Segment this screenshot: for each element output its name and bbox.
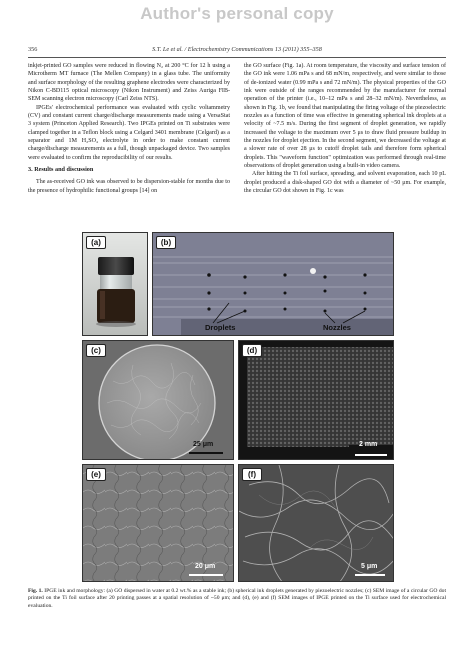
nozzles-annotation: Nozzles	[323, 323, 351, 332]
panel-label-e: (e)	[86, 468, 106, 481]
section-heading: 3. Results and discussion	[28, 166, 94, 174]
figure-caption	[28, 588, 446, 610]
caption-label: Fig. 1.	[28, 588, 43, 594]
droplets-annotation: Droplets	[205, 323, 236, 332]
watermark: Author's personal copy	[140, 4, 334, 23]
page-number: 356	[28, 46, 38, 53]
panel-a-vial-photo	[82, 232, 148, 336]
left-paragraph-3: The as-received GO ink was observed to be dispersion-stable for months due to the presence of hydrophilic functional groups [14] on	[28, 179, 230, 194]
panel-b-droplets	[152, 232, 394, 336]
header-rule	[28, 57, 446, 58]
left-paragraph-1: inkjet-printed GO samples were reduced in flowing N₂ at 200 °C for 12 h using a Microtherm MT furnace (The Mellen Company) in a glass tube. The uniformity and surface morphology of the resulting graphene electrodes were characterized by Nikon C-BD115 optical microscopy (Nikon Instrument) and Zeiss Auriga FIB-SEM scanning electron microscopy (Carl Zeiss NTS).	[28, 63, 230, 103]
panel-f-sem-sheets	[238, 464, 394, 582]
scale-bar-d: 2 mm	[359, 441, 378, 448]
panel-label-f: (f)	[242, 468, 262, 481]
journal-citation: S.T. Le et al. / Electrochemistry Communications 13 (2011) 355–358	[152, 46, 322, 53]
droplets-image	[153, 233, 394, 336]
panel-label-b: (b)	[156, 236, 176, 249]
panel-label-d: (d)	[242, 344, 262, 357]
panel-label-c: (c)	[86, 344, 106, 357]
scale-bar-e: 20 μm	[195, 563, 216, 570]
panel-d-sem-electrode	[238, 340, 394, 460]
figure-1	[82, 232, 394, 584]
left-column	[28, 62, 230, 195]
caption-text: IPGE ink and morphology: (a) GO dispersed in water at 0.2 wt.% as a stable ink; (b) spherical ink droplets generated by piezoelectric nozzles; (c) SEM image of a circular GO dot printed on the Ti foil surface after 20 printing passes at a spatial resolution of ~50 μm; and (d), (e) and (f) SEM images of IPGE printed on the Ti surface used for electrochemical evaluation.	[28, 588, 446, 609]
panel-label-a: (a)	[86, 236, 106, 249]
right-paragraph-2: After hitting the Ti foil surface, spreading, and solvent evaporation, each 10 pL droplet produced a disk-shaped GO dot with a diameter of ~50 μm. For example, the circular GO dot shown in Fig. 1c was	[244, 171, 446, 195]
right-paragraph-1: the GO surface (Fig. 1a). At room temperature, the viscosity and surface tension of the GO ink were 1.06 mPa s and 68 mN/m, respectively, and were similar to those of de-ionized water (0.99 mPa s and 72 mN/m). The physical properties of the GO ink were outside of the ranges recommended by the manufacturer for normal operation of the printer (i.e., 10–12 mPa s and 28–32 mN/m). Nevertheless, as shown in Fig. 1b, we found that manipulating the firing voltage of the piezoelectric nozzles as a function of time was effective in generating spherical ink droplets at a velocity of ~7.5 m/s. During the first segment of droplet generation, we rapidly increased the voltage to the maximum over 5 μs to draw fluid pressure buildup in the nozzles for droplet ejection. In the second segment, we decreased the voltage at a slower rate of over 28 μs to cutoff droplet tails and therefore form spherical droplets. This "waveform function" optimization was performed through real-time observations of droplet generation using a built-in video camera.	[244, 63, 446, 170]
scale-bar-f: 5 μm	[361, 563, 378, 570]
left-paragraph-2: IPGEs' electrochemical performance was evaluated with cyclic voltammetry (CV) and constant current charge/discharge measurements made using a VersaStat 3 system (Princeton Applied Research). Two IPGEs printed on Ti substrates were clamped together in a Teflon block using a Celgard 3401 membrane (Celgard) as a separator and 1M H₂SO₄ electrolyte in order to make constant current charge/discharge measurements as a full, though unpackaged device. Two samples were evaluated to confirm the reproducibility of our results.	[28, 104, 230, 161]
running-head	[28, 46, 446, 56]
panel-e-sem-surface	[82, 464, 234, 582]
right-column	[244, 62, 446, 196]
scale-bar-c: 25 μm	[193, 441, 214, 448]
panel-c-sem-dot	[82, 340, 234, 460]
